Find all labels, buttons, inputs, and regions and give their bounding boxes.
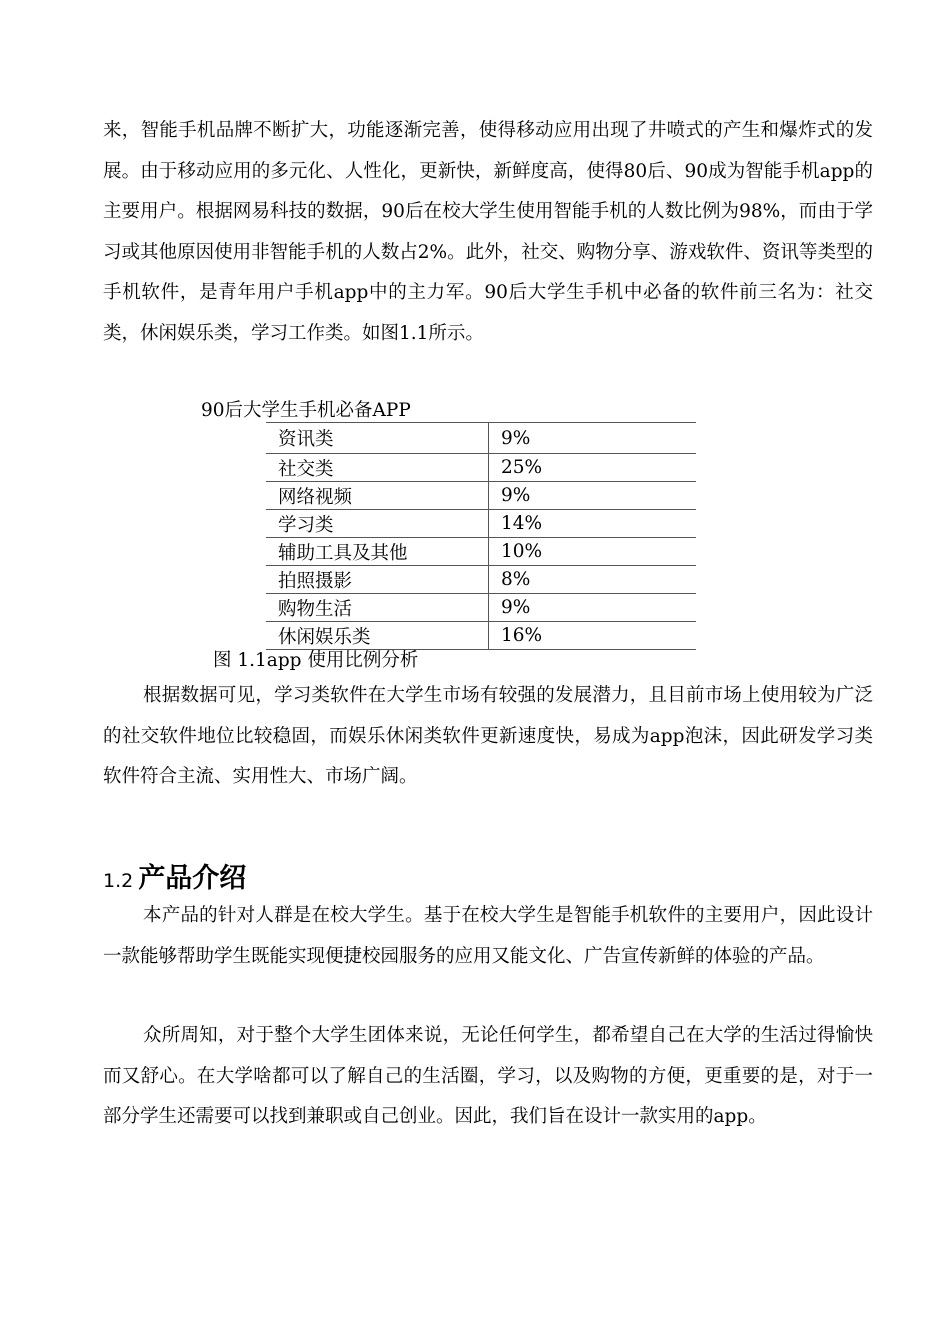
percentage-cell: 16% <box>489 622 697 650</box>
table-caption: 90后大学生手机必备APP <box>201 400 411 421</box>
percentage-cell: 25% <box>489 454 697 482</box>
category-cell: 学习类 <box>266 510 489 538</box>
category-cell: 辅助工具及其他 <box>266 538 489 566</box>
product-paragraph-2: 众所周知，对于整个大学生团体来说，无论任何学生，都希望自己在大学的生活过得愉快而又舒心。在大学啥都可以了解自己的生活圈，学习，以及购物的方便，更重要的是，对于一部分学生还需要可以找到兼职或自己创业。因此，我们旨在设计一款实用的app。 <box>103 1025 873 1127</box>
table-row <box>266 594 696 622</box>
percentage-cell: 9% <box>489 482 697 510</box>
section-heading <box>103 856 246 895</box>
table-row <box>266 622 696 650</box>
intro-paragraph: 来，智能手机品牌不断扩大，功能逐渐完善，使得移动应用出现了井喷式的产生和爆炸式的发展。由于移动应用的多元化、人性化，更新快，新鲜度高，使得80后、90成为智能手机app的主要用户。根据网易科技的数据，90后在校大学生使用智能手机的人数比例为98%，而由于学习或其他原因使用非智能手机的人数占2%。此外，社交、购物分享、游戏软件、资讯等类型的手机软件，是青年用户手机app中的主力军。90后大学生手机中必备的软件前三名为：社交类，休闲娱乐类，学习工作类。如图1.1所示。 <box>103 120 873 344</box>
table-row <box>266 566 696 594</box>
section-number: 1.2 <box>103 870 134 892</box>
percentage-cell: 9% <box>489 594 697 622</box>
table-row <box>266 454 696 482</box>
percentage-cell: 8% <box>489 566 697 594</box>
percentage-cell: 14% <box>489 510 697 538</box>
category-cell: 购物生活 <box>266 594 489 622</box>
percentage-cell: 9% <box>489 423 697 454</box>
category-cell: 网络视频 <box>266 482 489 510</box>
category-cell: 拍照摄影 <box>266 566 489 594</box>
section-title: 产品介绍 <box>138 863 247 894</box>
app-usage-table <box>266 422 696 650</box>
table-row <box>266 510 696 538</box>
category-cell: 休闲娱乐类 <box>266 622 489 650</box>
table-row <box>266 423 696 454</box>
table-row <box>266 538 696 566</box>
category-cell: 社交类 <box>266 454 489 482</box>
analysis-paragraph: 根据数据可见，学习类软件在大学生市场有较强的发展潜力，且目前市场上使用较为广泛的社交软件地位比较稳固，而娱乐休闲类软件更新速度快，易成为app泡沫，因此研发学习类软件符合主流、实用性大、市场广阔。 <box>103 685 873 787</box>
figure-caption: 图 1.1app 使用比例分析 <box>213 650 419 671</box>
table-row <box>266 482 696 510</box>
percentage-cell: 10% <box>489 538 697 566</box>
product-paragraph-1: 本产品的针对人群是在校大学生。基于在校大学生是智能手机软件的主要用户，因此设计一款能够帮助学生既能实现便捷校园服务的应用又能文化、广告宣传新鲜的体验的产品。 <box>103 905 873 967</box>
category-cell: 资讯类 <box>266 423 489 454</box>
